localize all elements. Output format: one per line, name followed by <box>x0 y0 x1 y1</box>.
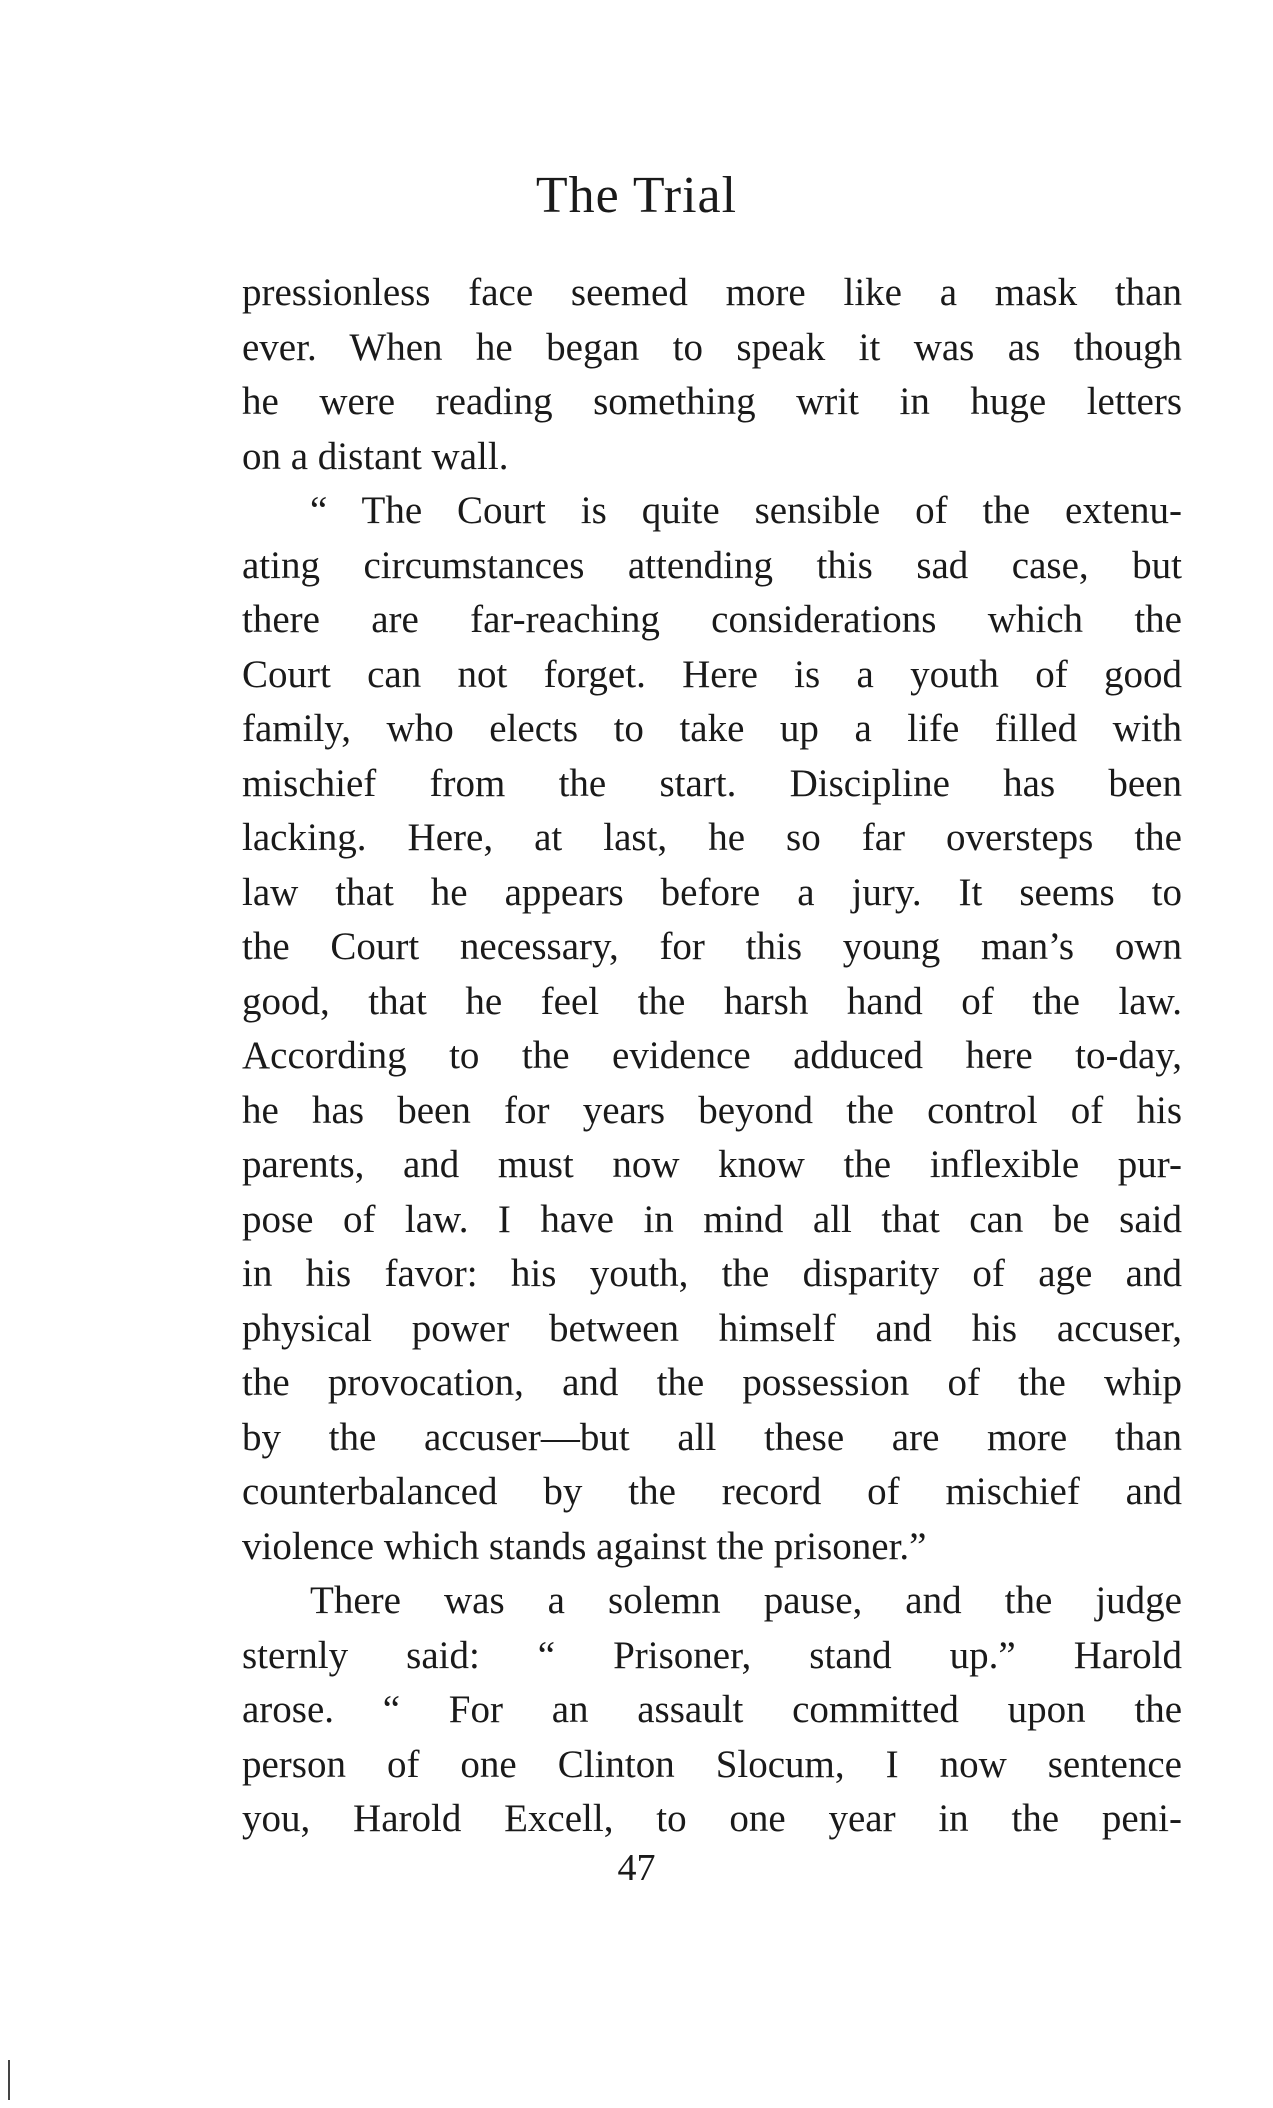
text-line: there are far-reaching considerations which the <box>242 598 1182 641</box>
text-line: arose. “ For an assault committed upon the <box>242 1688 1182 1731</box>
text-line: in his favor: his youth, the disparity of age and <box>242 1252 1182 1295</box>
paragraph-3 <box>242 1574 1182 1847</box>
text-line: Court can not forget. Here is a youth of good <box>242 652 1182 696</box>
text-line: you, Harold Excell, to one year in the peni- <box>242 1797 1182 1840</box>
text-line: violence which stands against the prisoner.” <box>242 1524 927 1568</box>
text-line: pose of law. I have in mind all that can be said <box>242 1197 1182 1241</box>
text-line: family, who elects to take up a life filled with <box>242 707 1182 750</box>
paragraph-2 <box>242 484 1182 1574</box>
text-line: by the accuser—but all these are more than <box>242 1415 1182 1459</box>
page-number: 47 <box>617 1847 656 1889</box>
text-line: According to the evidence adduced here to-day, <box>242 1034 1182 1077</box>
text-line: mischief from the start. Discipline has been <box>242 761 1182 805</box>
text-line: parents, and must now know the inflexible pur- <box>242 1143 1182 1186</box>
text-line: physical power between himself and his accuser, <box>242 1306 1182 1350</box>
paragraph-1 <box>242 266 1182 484</box>
text-line: he has been for years beyond the control of his <box>242 1088 1182 1132</box>
text-line: he were reading something writ in huge letters <box>242 380 1182 423</box>
text-line: There was a solemn pause, and the judge <box>310 1579 1182 1622</box>
text-line: ating circumstances attending this sad case, but <box>242 543 1182 587</box>
text-line: ever. When he began to speak it was as though <box>242 325 1182 369</box>
text-line: the Court necessary, for this young man’s own <box>242 925 1182 968</box>
text-line: “ The Court is quite sensible of the extenu- <box>310 489 1182 532</box>
text-line: law that he appears before a jury. It seems to <box>242 870 1182 914</box>
text-line: good, that he feel the harsh hand of the law. <box>242 979 1182 1023</box>
text-line: the provocation, and the possession of the whip <box>242 1361 1182 1404</box>
body-text <box>242 266 1182 1847</box>
text-line: on a distant wall. <box>242 434 509 478</box>
text-line: sternly said: “ Prisoner, stand up.” Harold <box>242 1633 1182 1677</box>
text-line: lacking. Here, at last, he so far oversteps the <box>242 816 1182 859</box>
text-line: person of one Clinton Slocum, I now sentence <box>242 1742 1182 1786</box>
text-line: pressionless face seemed more like a mask than <box>242 271 1182 314</box>
scan-edge-mark <box>8 2060 10 2100</box>
running-head: The Trial <box>535 167 738 224</box>
text-line: counterbalanced by the record of mischief and <box>242 1470 1182 1513</box>
